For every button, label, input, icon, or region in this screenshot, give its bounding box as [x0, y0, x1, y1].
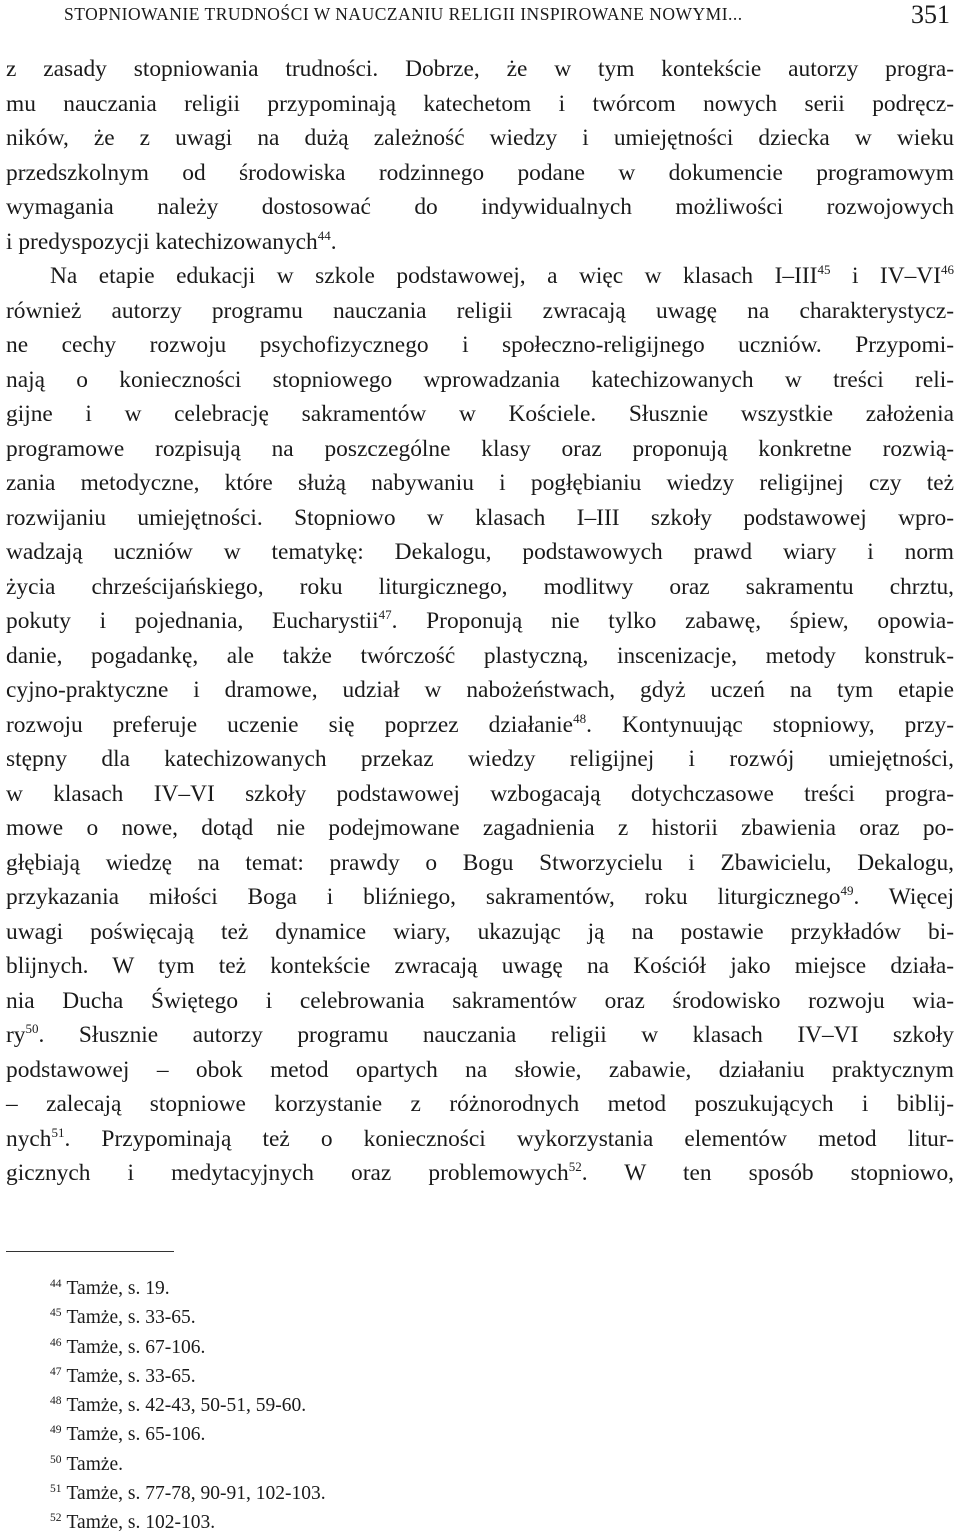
footnote-number: 51	[50, 1483, 62, 1496]
text-fragment: rozwoju preferuje uczenie się poprzez działanie	[6, 711, 574, 738]
text-fragment: Na etapie edukacji w szkole podstawowej, a więc w klasach I–III	[50, 263, 818, 289]
text-line: mowe o nowe, dotąd nie podejmowane zagadnienia z historii zbawienia oraz po-	[6, 815, 954, 841]
text-line	[6, 1122, 954, 1157]
footnote-ref[interactable]: 44	[317, 227, 331, 243]
text-line	[6, 1018, 954, 1053]
text-fragment: ry	[6, 1022, 26, 1048]
footnote-ref[interactable]: 45	[817, 262, 831, 277]
text-line: podstawowej – obok metod opartych na słowie, zabawie, działaniu praktycznym	[6, 1056, 954, 1083]
text-line: życia chrześcijańskiego, roku liturgicznego, modlitwy oraz sakramentu chrztu,	[6, 573, 954, 600]
page-header	[0, 0, 960, 44]
text-fragment: . Kontynuując stopniowy, przy-	[586, 711, 954, 738]
footnote-ref[interactable]: 46	[940, 262, 954, 277]
text-line: rozwijaniu umiejętności. Stopniowo w klasach I–III szkoły podstawowej wpro-	[6, 504, 954, 531]
text-line: – zalecają stopniowe korzystanie z różnorodnych metod poszukujących i biblij-	[6, 1091, 954, 1117]
text-line: ników, że z uwagi na dużą zależność wiedzy i umiejętności dziecka w wieku	[6, 125, 954, 151]
text-fragment: pokuty i pojednania, Eucharystii	[6, 608, 379, 634]
page-number: 351	[911, 0, 950, 29]
footnote	[50, 1333, 326, 1362]
text-fragment: . W ten sposób stopniowo,	[581, 1160, 954, 1186]
footnote-text: Tamże, s. 19.	[66, 1278, 170, 1299]
footnote	[50, 1391, 326, 1420]
text-line	[6, 225, 954, 260]
footnote	[50, 1450, 326, 1479]
footnote-ref[interactable]: 51	[51, 1124, 65, 1140]
footnote	[50, 1420, 326, 1449]
footnote-separator	[6, 1251, 174, 1252]
text-line: zania metodyczne, które służą nabywaniu i pogłębianiu wiedzy religijnej czy też	[6, 470, 954, 496]
footnote-text: Tamże, s. 33-65.	[66, 1365, 196, 1387]
footnote-text: Tamże, s. 33-65.	[66, 1307, 196, 1329]
footnote-number: 49	[50, 1424, 62, 1437]
footnote	[50, 1508, 326, 1537]
text-line: wymagania należy dostosować do indywidualnych możliwości rozwojowych	[6, 194, 954, 220]
footnote-text: Tamże, s. 42-43, 50-51, 59-60.	[66, 1395, 307, 1417]
text-line: ne cechy rozwoju psychofizycznego i społeczno-religijnego uczniów. Przypomi-	[6, 332, 954, 358]
text-line: danie, pogadankę, ale także twórczość plastyczną, inscenizacje, metody konstruk-	[6, 642, 954, 669]
footnote-number: 46	[50, 1336, 62, 1349]
text-fragment: przykazania miłości Boga i bliźniego, sakramentów, roku liturgicznego	[6, 884, 841, 910]
text-line	[6, 604, 954, 639]
footnote	[50, 1303, 326, 1332]
text-fragment: . Więcej	[853, 884, 954, 910]
text-fragment: nych	[6, 1125, 52, 1152]
footnote-text: Tamże, s. 67-106.	[66, 1336, 206, 1358]
text-fragment: . Proponują nie tylko zabawę, śpiew, opowia-	[391, 608, 954, 634]
text-line: mu nauczania religii przypominają katechetom i twórcom nowych serii podręcz-	[6, 90, 954, 117]
footnote-number: 50	[50, 1453, 62, 1466]
footnote-number: 48	[50, 1395, 62, 1408]
main-text	[6, 52, 954, 1191]
text-fragment: . Słusznie autorzy programu nauczania religii w klasach IV–VI szkoły	[38, 1022, 954, 1048]
text-line: z zasady stopniowania trudności. Dobrze, że w tym kontekście autorzy progra-	[6, 56, 954, 82]
footnote	[50, 1362, 326, 1391]
text-line	[6, 880, 954, 915]
text-line: w klasach IV–VI szkoły podstawowej wzbogacają dotychczasowe treści progra-	[6, 780, 954, 807]
footnote-text: Tamże, s. 102-103.	[66, 1512, 216, 1534]
text-line: nia Ducha Świętego i celebrowania sakramentów oraz środowisko rozwoju wia-	[6, 987, 954, 1014]
paragraph-first-line	[6, 259, 954, 294]
footnote-number: 45	[50, 1307, 62, 1320]
text-fragment: . Przypominają też o konieczności wykorzystania elementów metod litur-	[64, 1125, 954, 1152]
text-line: gijne i w celebrację sakramentów w Kościele. Słusznie wszystkie założenia	[6, 401, 954, 427]
text-line: wadzają uczniów w tematykę: Dekalogu, podstawowych prawd wiary i norm	[6, 539, 954, 565]
footnotes	[50, 1274, 326, 1538]
text-fragment: i IV–VI	[830, 263, 941, 289]
text-line: również autorzy programu nauczania religii zwracają uwagę na charakterystycz-	[6, 297, 954, 324]
footnote	[50, 1274, 326, 1303]
footnote-number: 52	[50, 1512, 62, 1525]
text-fragment: gicznych i medytacyjnych oraz problemowych	[6, 1160, 569, 1186]
text-line	[6, 708, 954, 743]
text-line: stępny dla katechizowanych przekaz wiedzy religijnej i rozwój umiejętności,	[6, 746, 954, 772]
text-line	[6, 1156, 954, 1191]
text-fragment: i predyspozycji katechizowanych	[6, 228, 318, 255]
running-title: STOPNIOWANIE TRUDNOŚCI W NAUCZANIU RELIGII INSPIROWANE NOWYMI...	[64, 4, 743, 24]
footnote-ref[interactable]: 52	[568, 1159, 582, 1174]
text-line: cyjno-praktyczne i dramowe, udział w nabożeństwach, gdyż uczeń na tym etapie	[6, 677, 954, 703]
text-line: nają o konieczności stopniowego wprowadzania katechizowanych w treści reli-	[6, 366, 954, 393]
footnote-ref[interactable]: 48	[573, 710, 587, 726]
text-line: blijnych. W tym też kontekście zwracają uwagę na Kościół jako miejsce działa-	[6, 953, 954, 979]
text-line: przedszkolnym od środowiska rodzinnego podane w dokumencie programowym	[6, 159, 954, 186]
text-line: głębiają wiedzę na temat: prawdy o Bogu Stworzycielu i Zbawicielu, Dekalogu,	[6, 849, 954, 876]
footnote-text: Tamże.	[66, 1453, 124, 1475]
footnote-text: Tamże, s. 77-78, 90-91, 102-103.	[66, 1483, 326, 1505]
text-line: programowe rozpisują na poszczególne klasy oraz proponują konkretne rozwią-	[6, 435, 954, 462]
footnote-text: Tamże, s. 65-106.	[66, 1424, 206, 1446]
footnote-ref[interactable]: 47	[378, 607, 392, 622]
footnote-ref[interactable]: 50	[25, 1021, 39, 1036]
footnote-ref[interactable]: 49	[840, 883, 854, 898]
footnote-number: 44	[50, 1278, 62, 1290]
text-fragment: .	[330, 228, 337, 255]
footnote-number: 47	[50, 1365, 62, 1378]
footnote	[50, 1479, 326, 1508]
text-line: uwagi poświęcają też dynamice wiary, ukazując ją na postawie przykładów bi-	[6, 918, 954, 945]
